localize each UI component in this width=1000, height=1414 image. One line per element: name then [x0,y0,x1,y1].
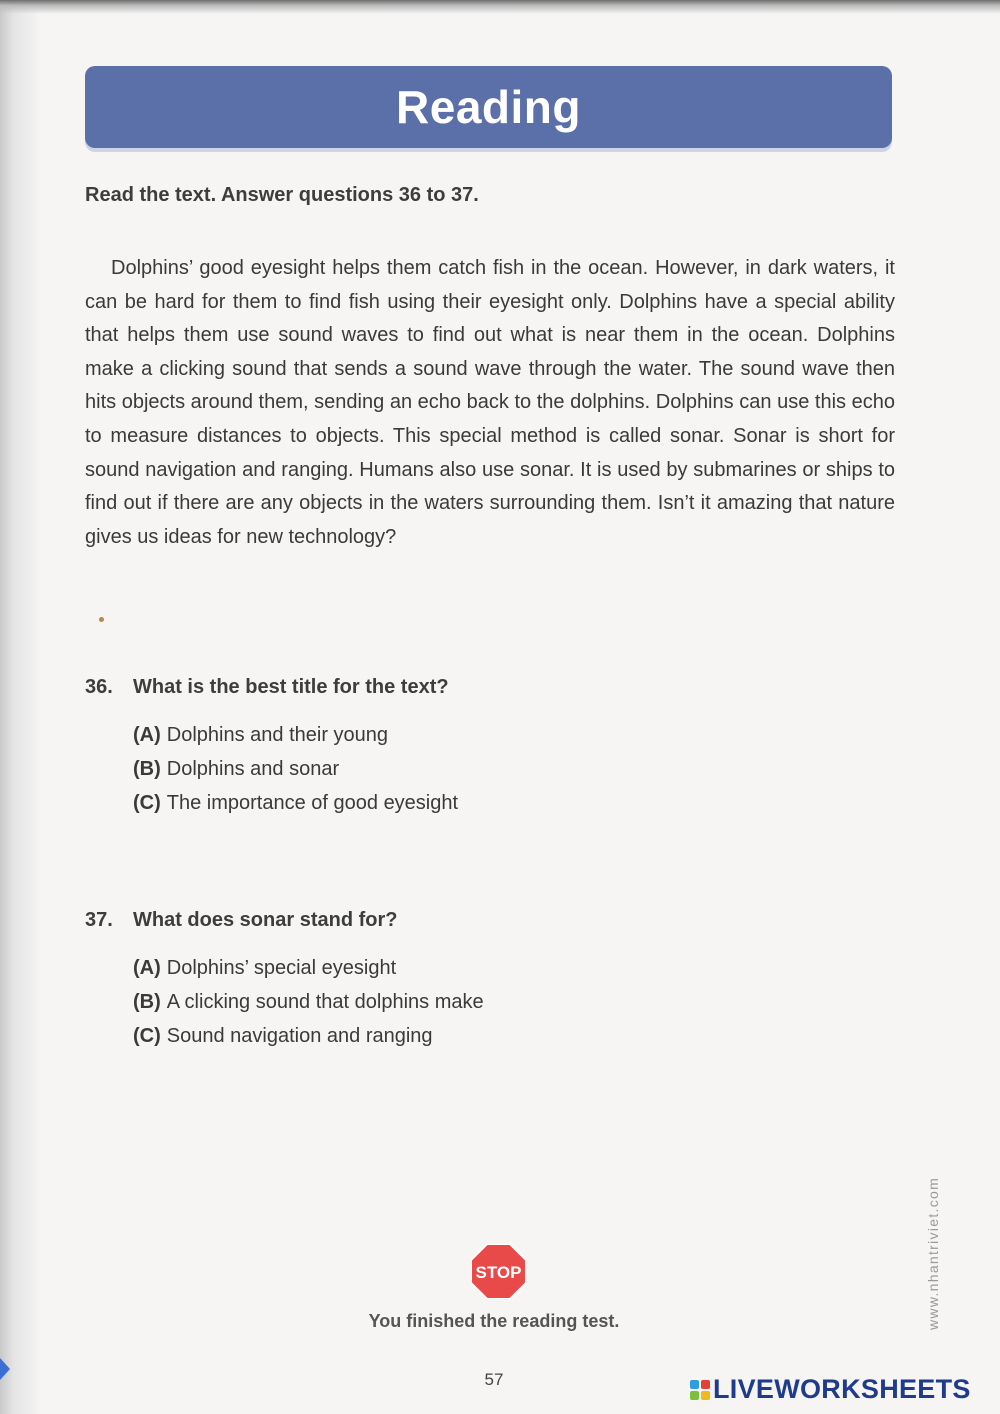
option-letter: (B) [133,991,161,1013]
option-text: A clicking sound that dolphins make [166,991,484,1013]
question-37 [85,909,397,932]
option-letter: (C) [133,792,161,814]
question-text: What does sonar stand for? [133,909,398,931]
option-36-c[interactable] [133,786,458,820]
finished-message: You finished the reading test. [368,1311,620,1331]
logo-tile [701,1391,710,1400]
page-top-edge [0,0,1000,14]
question-37-options [133,951,484,1053]
option-37-b[interactable] [133,985,484,1019]
question-36-options [133,718,458,820]
option-text: Dolphins and sonar [166,758,340,780]
logo-wordmark: LIVEWORKSHEETS [713,1374,971,1404]
instruction-text: Read the text. Answer questions 36 to 37. [85,184,479,206]
option-36-b[interactable] [133,752,458,786]
publisher-url: www.nhantriviet.com [925,1176,941,1330]
logo-tiles-icon [690,1380,710,1400]
logo-tile [690,1380,699,1389]
option-37-c[interactable] [133,1019,484,1053]
option-letter: (B) [133,758,161,780]
page-number: 57 [484,1370,504,1389]
question-number: 37. [85,909,113,931]
option-letter: (C) [133,1025,161,1047]
option-text: The importance of good eyesight [166,792,459,814]
option-letter: (A) [133,957,161,979]
page-gutter-shadow [0,0,38,1414]
option-text: Dolphins’ special eyesight [166,957,397,979]
page-nav-arrow-icon[interactable] [0,1358,10,1380]
option-letter: (A) [133,724,161,746]
question-number: 36. [85,676,113,698]
section-banner [85,66,892,148]
reading-passage: Dolphins’ good eyesight helps them catch fish in the ocean. However, in dark waters, it can be hard for them to find fish using their eyesight only. Dolphins have a special ability that helps them use sound waves to find out what is near them in the ocean. Dolphins make a clicking sound that sends a sound wave through the water. The sound wave then hits objects around them, sending an echo back to the dolphins. Dolphins can use this echo to measure distances to objects. This special method is called sonar. Sonar is short for sound navigation and ranging. Humans also use sonar. It is used by submarines or ships to find out if there are any objects in the waters surrounding them. Isn’t it amazing that nature gives us ideas for new technology? [85,257,895,548]
stop-sign-label: STOP [475,1263,522,1282]
question-36 [85,676,449,699]
question-text: What is the best title for the text? [133,676,449,698]
option-36-a[interactable] [133,718,458,752]
option-37-a[interactable] [133,951,484,985]
logo-tile [690,1391,699,1400]
page-title: Reading [396,81,581,133]
liveworksheets-logo [690,1374,971,1405]
option-text: Dolphins and their young [166,724,389,746]
option-text: Sound navigation and ranging [166,1025,433,1047]
stop-sign-icon [471,1244,526,1299]
logo-tile [701,1380,710,1389]
paper-speck [99,617,104,622]
